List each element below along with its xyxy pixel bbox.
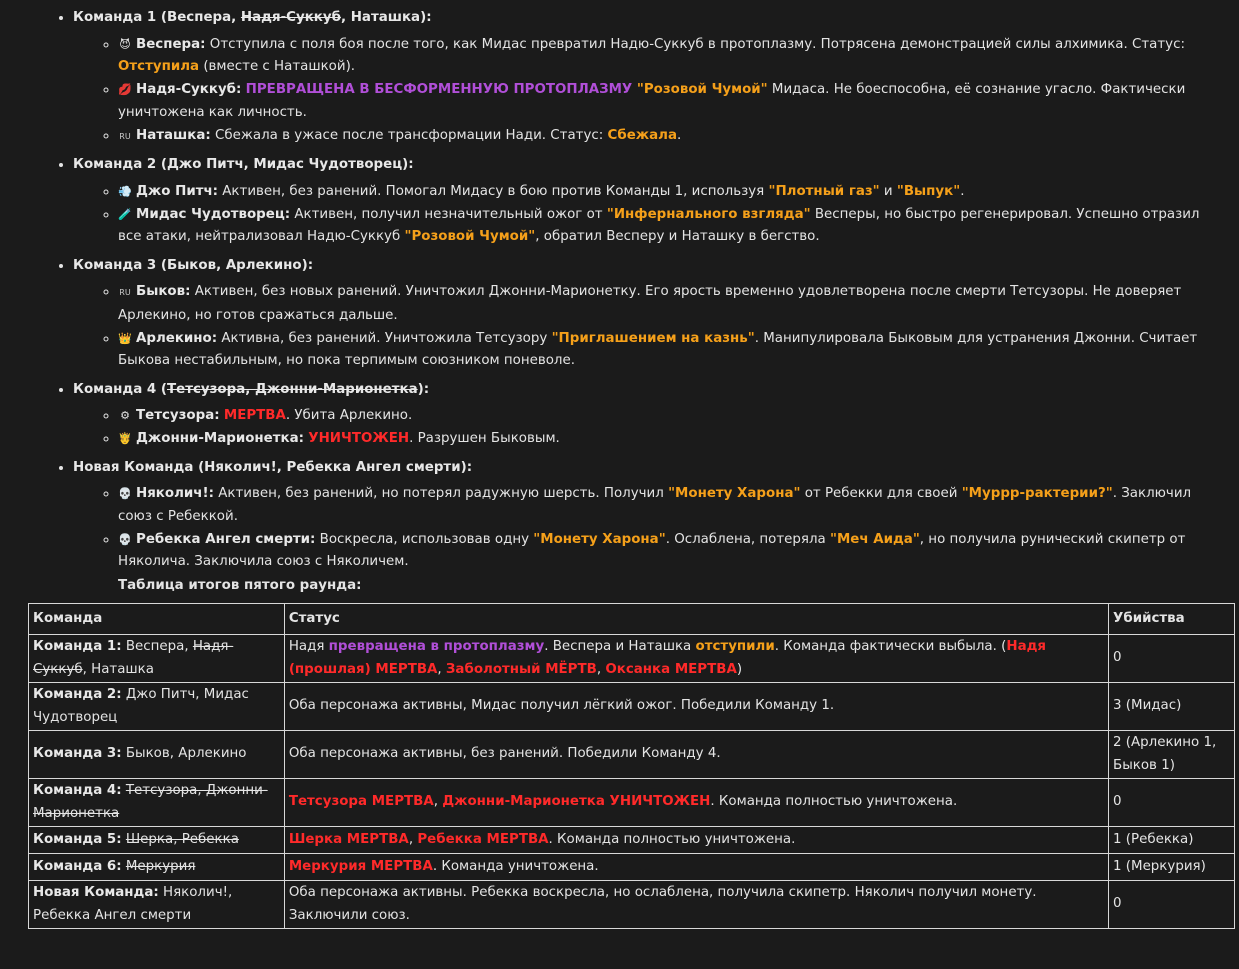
cell-status: Меркурия МЕРТВА. Команда уничтожена. — [284, 854, 1108, 881]
test-tube-icon: 🧪 — [118, 207, 132, 221]
cell-team: Команда 1: Веспера, Надя-Суккуб, Наташка — [29, 635, 285, 683]
member-johnny: ◦ 🤴 Джонни-Марионетка: УНИЧТОЖЕН. Разрушен Быковым. — [118, 428, 1223, 451]
skull-icon: 💀 — [118, 532, 132, 546]
ru-flag-icon: RU — [119, 131, 131, 141]
cell-kills: 0 — [1109, 635, 1235, 683]
gear-icon: ⚙ — [120, 409, 130, 422]
ru-flag-icon: RU — [119, 288, 131, 297]
table-caption: Таблица итогов пятого раунда: — [118, 578, 362, 593]
member-nyakolich: ◦ 💀 Няколич!: Активен, без ранений, но потерял радужную шерсть. Получил "Монету Харона" от Ребекки для своей "Муррр-рактерии?". Заключил союз с Ребеккой. — [118, 483, 1223, 528]
team-title: Команда 1 (Веспера, Надя-Суккуб, Наташка): — [73, 10, 432, 25]
team-4 — [73, 379, 1223, 451]
table-row — [29, 731, 1235, 779]
cell-kills: 3 (Мидас) — [1109, 683, 1235, 731]
cell-status: Надя превращена в протоплазму. Веспера и Наташка отступили. Команда фактически выбыла. (Надя (прошлая) МЕРТВА, Заболотный МЁРТВ, Оксанка МЕРТВА) — [284, 635, 1108, 683]
member-list — [73, 405, 1223, 451]
member-arlekino: ◦ 👑 Арлекино: Активна, без ранений. Уничтожила Тетсузору "Приглашением на казнь". Манипулировала Быковым для устранения Джонни. Считает Быкова нестабильным, но пока терпимым союзником поневоле. — [118, 328, 1223, 373]
cell-team: Команда 6: Меркурия — [29, 854, 285, 881]
team-title: Новая Команда (Няколич!, Ребекка Ангел смерти): — [73, 459, 473, 475]
member-tetsuzora: ◦ ⚙ Тетсузора: МЕРТВА. Убита Арлекино. — [118, 405, 1223, 428]
cell-status: Оба персонажа активны. Ребекка воскресла, но ослаблена, получила скипетр. Няколич получил монету. Заключили союз. — [284, 881, 1108, 929]
cell-team: Команда 2: Джо Питч, Мидас Чудотворец — [29, 683, 285, 731]
table-row — [29, 854, 1235, 881]
cell-team: Новая Команда: Няколич!, Ребекка Ангел смерти — [29, 881, 285, 929]
header-status: Статус — [284, 604, 1108, 635]
team-title: Команда 4 (Тетсузора, Джонни-Марионетка): — [73, 381, 430, 397]
cell-kills: 1 (Ребекка) — [1109, 827, 1235, 854]
member-joe: ◦ 💨 Джо Питч: Активен, без ранений. Помогал Мидасу в бою против Команды 1, используя "Плотный газ" и "Выпук". — [118, 181, 1223, 204]
cell-kills: 0 — [1109, 779, 1235, 827]
member-list — [73, 483, 1223, 574]
team-list — [73, 7, 1223, 580]
table-row — [29, 881, 1235, 929]
team-2 — [73, 154, 1223, 249]
member-rebekka: ◦ 💀 Ребекка Ангел смерти: Воскресла, использовав одну "Монету Харона". Ослаблена, потеряла "Меч Аида", но получила рунический скипетр от Няколича. Заключила союз с Няколичем. — [118, 529, 1223, 574]
member-list — [73, 181, 1223, 249]
cell-kills: 0 — [1109, 881, 1235, 929]
cell-status: Шерка МЕРТВА, Ребекка МЕРТВА. Команда полностью уничтожена. — [284, 827, 1108, 854]
prince-icon: 🤴 — [118, 432, 132, 445]
team-3 — [73, 255, 1223, 373]
devil-icon: 😈 — [119, 37, 131, 51]
member-natashka: ◦ RU Наташка: Сбежала в ужасе после трансформации Нади. Статус: Сбежала. — [118, 125, 1223, 149]
lips-icon: 💋 — [118, 83, 132, 96]
header-team: Команда — [29, 604, 285, 635]
cell-team: Команда 4: Тетсузора, Джонни-Марионетка — [29, 779, 285, 827]
cell-status: Оба персонажа активны, без ранений. Победили Команду 4. — [284, 731, 1108, 779]
skull-icon: 💀 — [118, 487, 132, 500]
crown-icon: 👑 — [118, 331, 132, 345]
header-kills: Убийства — [1109, 604, 1235, 635]
table-header-row — [29, 604, 1235, 635]
results-table — [28, 603, 1235, 929]
cell-team: Команда 5: Шерка, Ребекка — [29, 827, 285, 854]
team-title: Команда 2 (Джо Питч, Мидас Чудотворец): — [73, 157, 414, 172]
member-bykov: ◦ RU Быков: Активен, без новых ранений. Уничтожил Джонни-Марионетку. Его ярость временно удовлетворена после смерти Тетсузоры. Не доверяет Арлекино, но готов сражаться дальше. — [118, 281, 1223, 327]
cell-kills: 1 (Меркурия) — [1109, 854, 1235, 881]
team-new — [73, 457, 1223, 574]
table-row — [29, 683, 1235, 731]
table-row — [29, 779, 1235, 827]
member-nadya: ◦ 💋 Надя-Суккуб: ПРЕВРАЩЕНА В БЕСФОРМЕННУЮ ПРОТОПЛАЗМУ "Розовой Чумой" Мидаса. Не боеспособна, её сознание угасло. Фактически уничтожена как личность. — [118, 79, 1223, 124]
team-title: Команда 3 (Быков, Арлекино): — [73, 257, 314, 273]
cell-team: Команда 3: Быков, Арлекино — [29, 731, 285, 779]
table-row — [29, 827, 1235, 854]
table-row — [29, 635, 1235, 683]
cell-status: Тетсузора МЕРТВА, Джонни-Марионетка УНИЧТОЖЕН. Команда полностью уничтожена. — [284, 779, 1108, 827]
member-midas: ◦ 🧪 Мидас Чудотворец: Активен, получил незначительный ожог от "Инфернального взгляда" Весперы, но быстро регенерировал. Успешно отразил все атаки, нейтрализовал Надю-Суккуб "Розовой Чумой", обратил Весперу и Наташку в бегство. — [118, 204, 1223, 249]
cell-kills: 2 (Арлекино 1, Быков 1) — [1109, 731, 1235, 779]
member-vespera: ◦ 😈 Веспера: Отступила с поля боя после того, как Мидас превратил Надю-Суккуб в протоплазму. Потрясена демонстрацией силы алхимика. Статус: Отступила (вместе с Наташкой). — [118, 34, 1223, 79]
team-1 — [73, 7, 1223, 148]
wind-icon: 💨 — [118, 184, 132, 198]
cell-status: Оба персонажа активны, Мидас получил лёгкий ожог. Победили Команду 1. — [284, 683, 1108, 731]
member-list — [73, 34, 1223, 149]
member-list — [73, 281, 1223, 373]
